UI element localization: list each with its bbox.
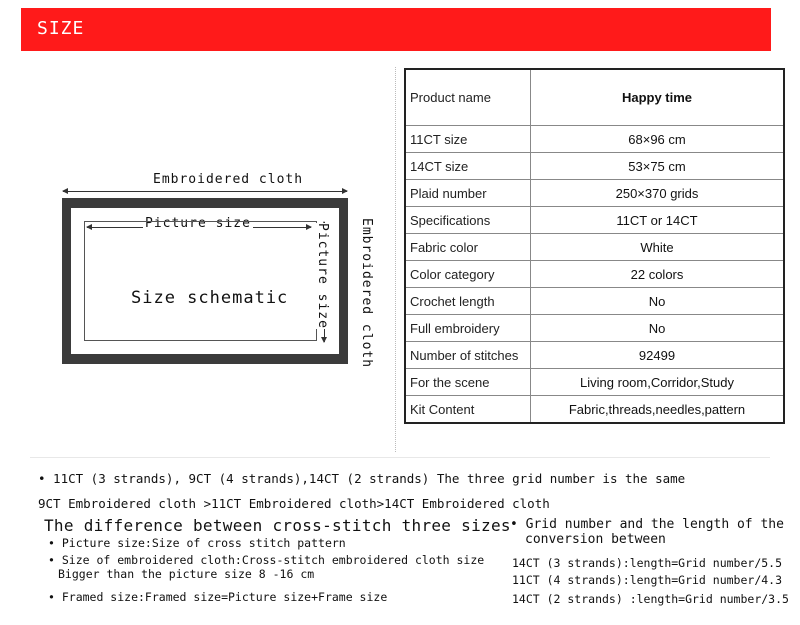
banner-title: SIZE [37,18,85,39]
spec-key: Specifications [405,207,531,234]
grid-line-14ct-3: 14CT (3 strands):length=Grid number/5.5 [512,556,783,570]
spec-key: Plaid number [405,180,531,207]
table-row [405,69,784,126]
vertical-divider [395,67,396,452]
grid-conversion-title: • Grid number and the length of the [510,517,784,532]
spec-value: Happy time [531,69,785,126]
cloth-order-note: 9CT Embroidered cloth >11CT Embroidered cloth>14CT Embroidered cloth [38,496,550,511]
table-row [405,369,784,396]
table-row [405,180,784,207]
difference-title: The difference between cross-stitch three sizes [44,516,511,535]
spec-value: 11CT or 14CT [531,207,785,234]
grid-line-11ct-4: 11CT (4 strands):length=Grid number/4.3 [512,573,783,587]
spec-key: Fabric color [405,234,531,261]
spec-key: Crochet length [405,288,531,315]
table-row [405,396,784,424]
spec-key: Number of stitches [405,342,531,369]
horizontal-divider [30,457,770,458]
cloth-height-label: Embroidered cloth [359,218,374,369]
spec-value: 68×96 cm [531,126,785,153]
spec-key: Color category [405,261,531,288]
picture-size-note: • Picture size:Size of cross stitch pattern [48,536,346,550]
spec-value: 22 colors [531,261,785,288]
size-banner [21,8,771,51]
spec-key: 14CT size [405,153,531,180]
cloth-size-note: • Size of embroidered cloth:Cross-stitch embroidered cloth size [48,553,485,567]
spec-key: Product name [405,69,531,126]
spec-value: Fabric,threads,needles,pattern [531,396,785,424]
cloth-size-note-2: Bigger than the picture size 8 -16 cm [58,567,315,581]
spec-key: For the scene [405,369,531,396]
frame [62,198,348,364]
spec-value: 53×75 cm [531,153,785,180]
table-row [405,126,784,153]
spec-value: White [531,234,785,261]
framed-size-note: • Framed size:Framed size=Picture size+Frame size [48,590,388,604]
spec-value: 92499 [531,342,785,369]
cloth-width-arrow [63,191,347,192]
table-row [405,261,784,288]
table-row [405,315,784,342]
spec-value: No [531,315,785,342]
table-row [405,207,784,234]
spec-value: Living room,Corridor,Study [531,369,785,396]
spec-key: Kit Content [405,396,531,424]
picture-height-label: Picture size [315,223,330,329]
grid-conversion-title-2: conversion between [525,532,666,547]
picture-width-label: Picture size [145,216,251,231]
embroidered-cloth-area [71,208,339,354]
spec-key: Full embroidery [405,315,531,342]
picture-area [84,221,317,341]
table-row [405,234,784,261]
grid-line-14ct-2: 14CT (2 strands) :length=Grid number/3.5 [512,592,789,606]
size-schematic [55,170,385,370]
strands-note: • 11CT (3 strands), 9CT (4 strands),14CT (2 strands) The three grid number is the same [38,471,686,486]
table-row [405,153,784,180]
spec-table [404,68,785,424]
spec-key: 11CT size [405,126,531,153]
table-row [405,288,784,315]
schematic-label: Size schematic [131,288,289,308]
cloth-width-label: Embroidered cloth [153,172,304,187]
spec-value: No [531,288,785,315]
table-row [405,342,784,369]
spec-value: 250×370 grids [531,180,785,207]
